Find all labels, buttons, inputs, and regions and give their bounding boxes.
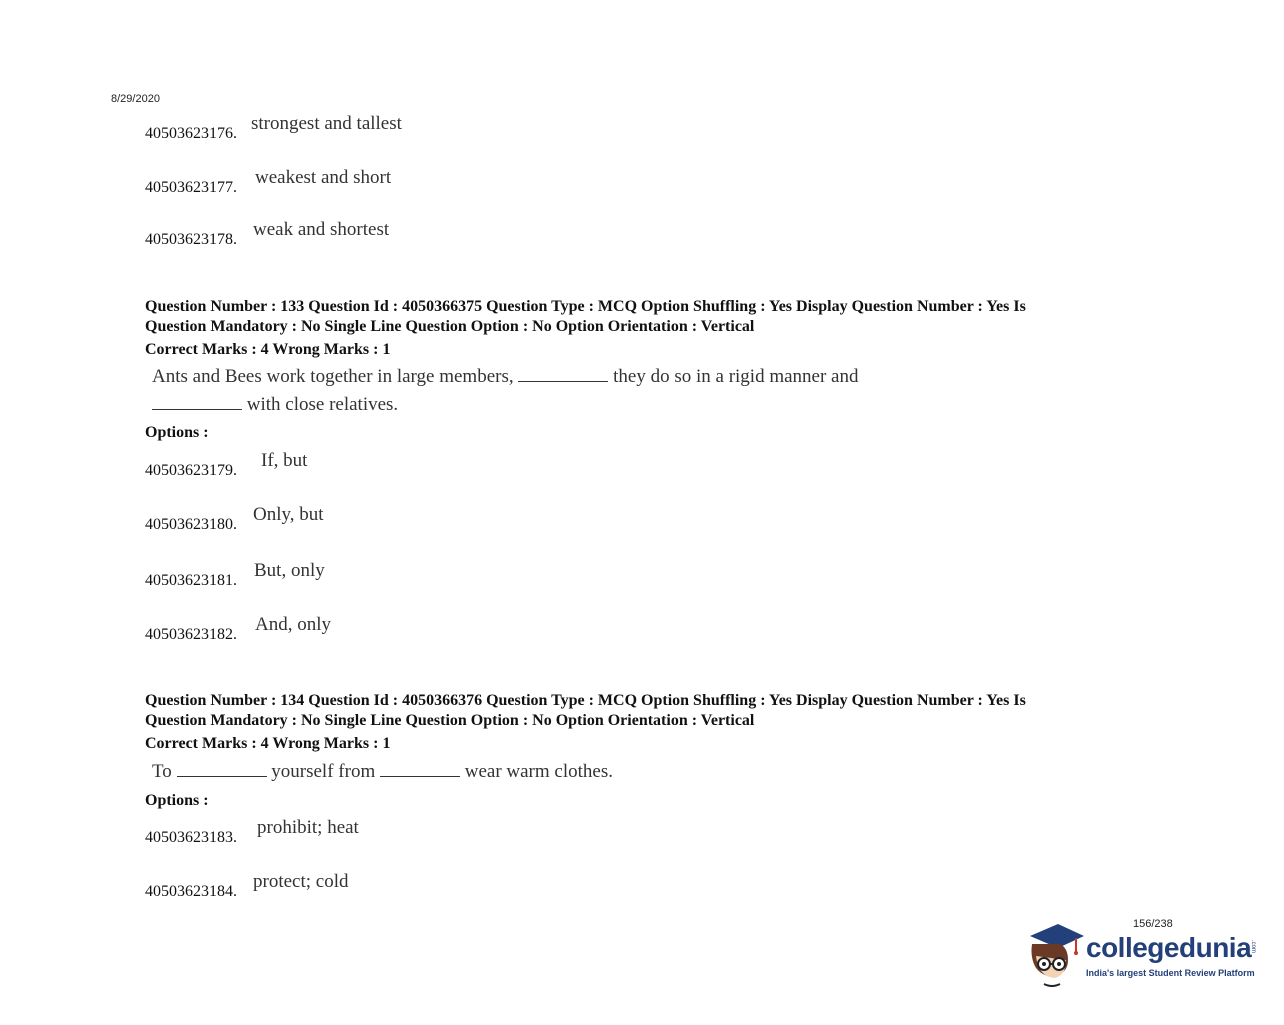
option-id: 40503623184. (145, 883, 237, 900)
option-id: 40503623180. (145, 516, 237, 533)
option-text: strongest and tallest (251, 113, 402, 134)
option-id: 40503623178. (145, 231, 237, 248)
question-header (145, 297, 1125, 337)
option-text: But, only (254, 560, 325, 581)
option-text: Only, but (253, 504, 324, 525)
page-number: 156/238 (1133, 918, 1173, 930)
question-header (145, 691, 1125, 731)
question-meta-line: Question Number : 134 Question Id : 4050366376 Question Type : MCQ Option Shuffling : Yes Display Question Number : Yes Is (145, 692, 1026, 709)
option-text: If, but (261, 450, 308, 471)
question-text-part: To (152, 761, 172, 782)
options-label: Options : (145, 792, 209, 809)
question-meta-line: Question Mandatory : No Single Line Question Option : No Option Orientation : Vertical (145, 318, 755, 335)
question-marks: Correct Marks : 4 Wrong Marks : 1 (145, 341, 391, 358)
question-text (152, 394, 398, 416)
question-meta-line: Question Mandatory : No Single Line Question Option : No Option Orientation : Vertical (145, 712, 755, 729)
logo-domain: .com (1250, 940, 1256, 954)
logo-wordmark: collegedunia (1086, 932, 1252, 963)
option-id: 40503623176. (145, 125, 237, 142)
option-text: prohibit; heat (257, 817, 359, 838)
question-text-part: yourself from (271, 761, 376, 782)
fill-blank (518, 367, 608, 382)
question-text (152, 761, 613, 783)
logo-tagline: India's largest Student Review Platform (1086, 968, 1255, 978)
fill-blank (177, 762, 267, 777)
question-text-part: Ants and Bees work together in large members, (152, 366, 514, 387)
option-id: 40503623182. (145, 626, 237, 643)
fill-blank (152, 395, 242, 410)
question-text (152, 366, 858, 388)
fill-blank (380, 762, 460, 777)
option-text: And, only (255, 614, 331, 635)
question-text-part: with close relatives. (246, 394, 399, 415)
collegedunia-logo (1024, 918, 1264, 990)
question-marks: Correct Marks : 4 Wrong Marks : 1 (145, 735, 391, 752)
option-text: protect; cold (253, 871, 349, 892)
print-date: 8/29/2020 (111, 93, 160, 105)
question-text-part: they do so in a rigid manner and (613, 366, 859, 387)
options-label: Options : (145, 424, 209, 441)
option-id: 40503623183. (145, 829, 237, 846)
option-text: weak and shortest (253, 219, 390, 240)
mascot-icon (1024, 918, 1086, 990)
option-text: weakest and short (255, 167, 392, 188)
option-id: 40503623181. (145, 572, 237, 589)
question-text-part: wear warm clothes. (464, 761, 613, 782)
question-meta-line: Question Number : 133 Question Id : 4050366375 Question Type : MCQ Option Shuffling : Yes Display Question Number : Yes Is (145, 298, 1026, 315)
option-id: 40503623179. (145, 462, 237, 479)
option-id: 40503623177. (145, 179, 237, 196)
